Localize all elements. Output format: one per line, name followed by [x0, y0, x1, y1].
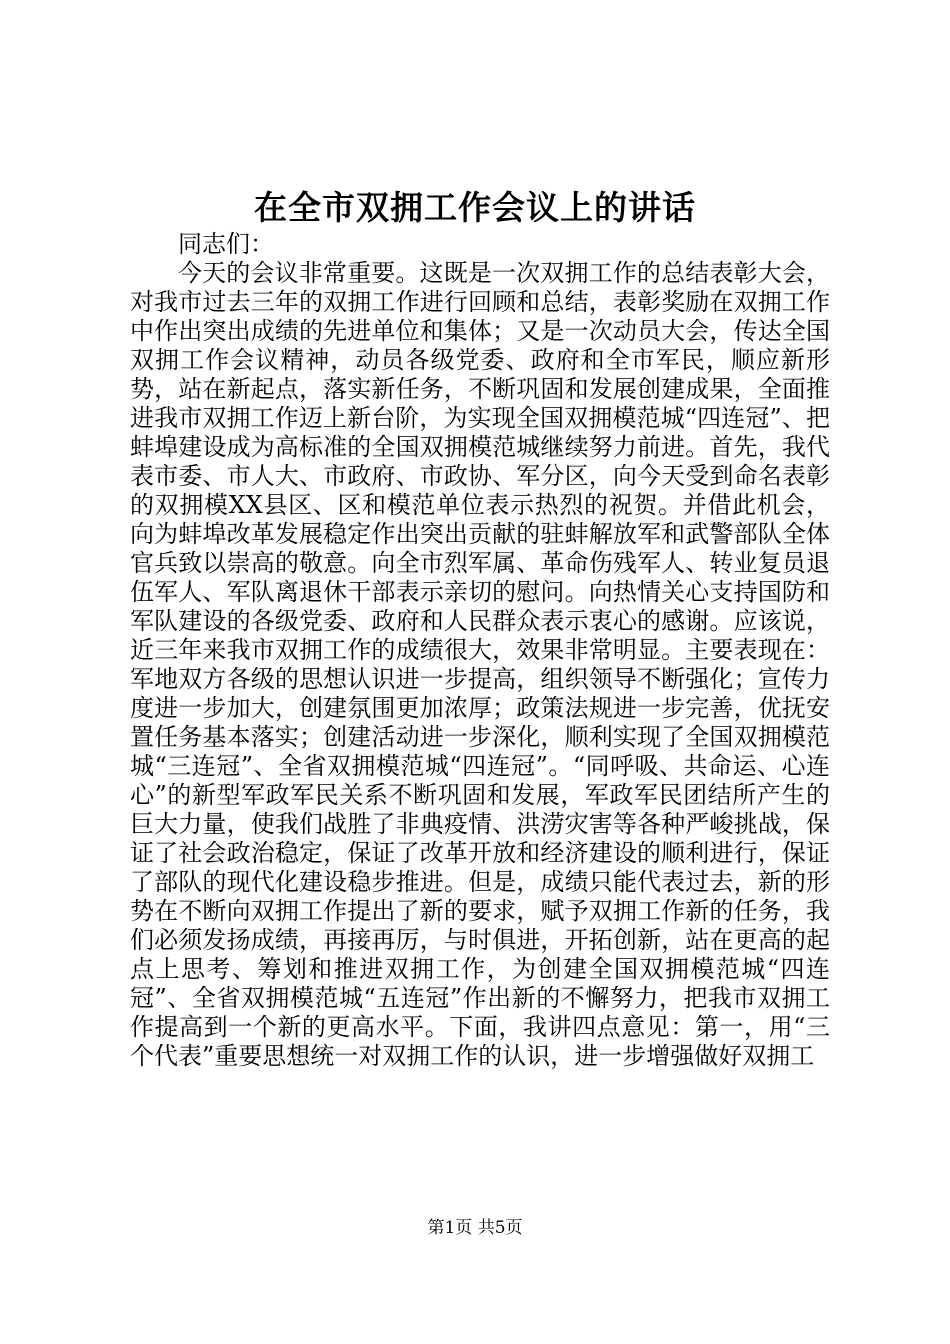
page-footer: 第1页 共5页: [427, 1218, 523, 1238]
document-body: [130, 230, 830, 1071]
salutation: 同志们：: [178, 230, 274, 258]
body-paragraph: 今天的会议非常重要。这既是一次双拥工作的总结表彰大会，对我市过去三年的双拥工作进行回顾和总结，表彰奖励在双拥工作中作出突出成绩的先进单位和集体；又是一次动员大会，传达全国双拥工作会议精神，动员各级党委、政府和全市军民，顺应新形势，站在新起点，落实新任务，不断巩固和发展创建成果，全面推进我市双拥工作迈上新台阶，为实现全国双拥模范城“四连冠”、把蚌埠建设成为高标准的全国双拥模范城继续努力前进。首先，我代表市委、市人大、市政府、市政协、军分区，向今天受到命名表彰的双拥模XX县区、区和模范单位表示热烈的祝贺。并借此机会，向为蚌埠改革发展稳定作出突出贡献的驻蚌解放军和武警部队全体官兵致以崇高的敬意。向全市烈军属、革命伤残军人、转业复员退伍军人、军队离退休干部表示亲切的慰问。向热情关心支持国防和军队建设的各级党委、政府和人民群众表示衷心的感谢。应该说，近三年来我市双拥工作的成绩很大，效果非常明显。主要表现在：军地双方各级的思想认识进一步提高，组织领导不断强化；宣传力度进一步加大，创建氛围更加浓厚；政策法规进一步完善，优抚安置任务基本落实；创建活动进一步深化，顺利实现了全国双拥模范城“三连冠”、全省双拥模范城“四连冠”。“同呼吸、共命运、心连心”的新型军政军民关系不断巩固和发展，军政军民团结所产生的巨大力量，使我们战胜了非典疫情、洪涝灾害等各种严峻挑战，保证了社会政治稳定，保证了改革开放和经济建设的顺利进行，保证了部队的现代化建设稳步推进。但是，成绩只能代表过去，新的形势在不断向双拥工作提出了新的要求，赋予双拥工作新的任务，我们必须发扬成绩，再接再厉，与时俱进，开拓创新，站在更高的起点上思考、筹划和推进双拥工作，为创建全国双拥模范城“四连冠”、全省双拥模范城“五连冠”作出新的不懈努力，把我市双拥工作提高到一个新的更高水平。下面，我讲四点意见：第一，用“三个代表”重要思想统一对双拥工作的认识，进一步增强做好双拥工: [130, 259, 830, 1070]
document-title: 在全市双拥工作会议上的讲话: [254, 188, 696, 227]
